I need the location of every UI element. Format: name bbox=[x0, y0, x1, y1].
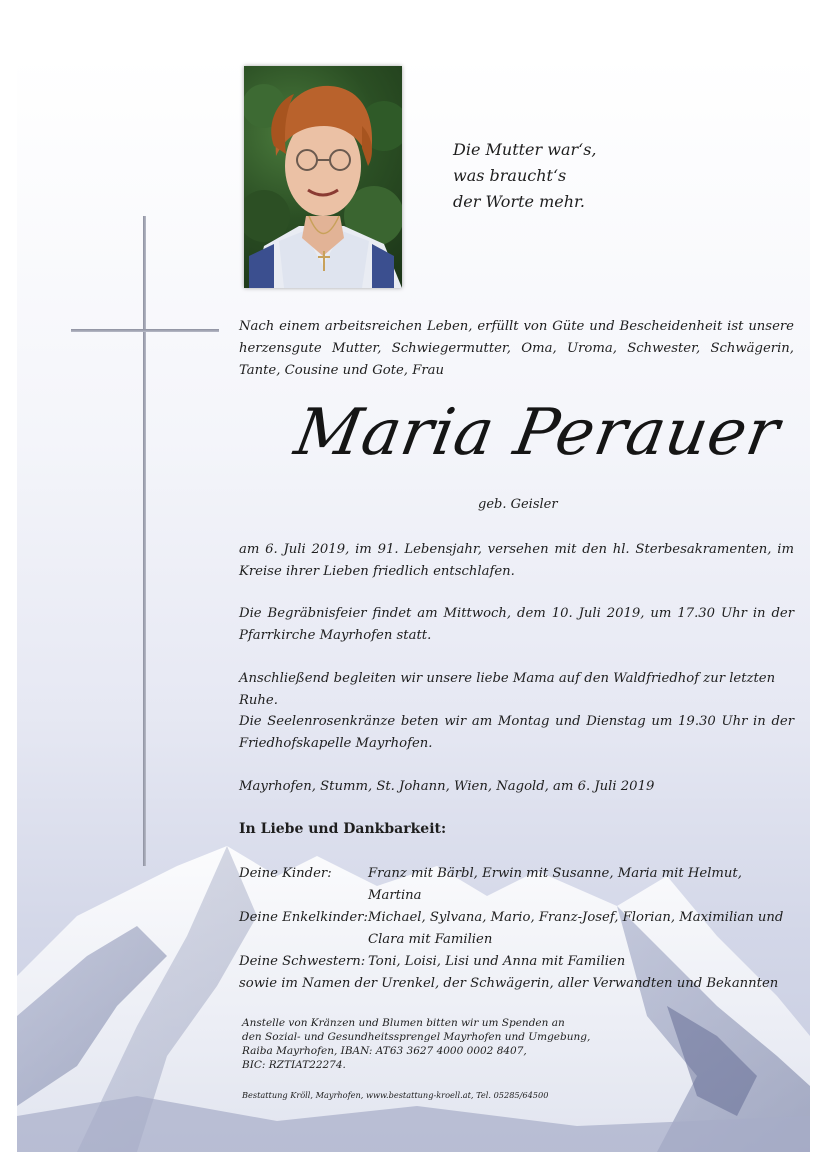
donation-line: Raiba Mayrhofen, IBAN: AT63 3627 4000 0002 8407, bbox=[242, 1045, 527, 1057]
cross-vertical-bar bbox=[143, 216, 146, 866]
paragraph-text: Die Begräbnisfeier findet am Mittwoch, dem 10. Juli 2019, um 17.30 Uhr in der Pfarrkirche Mayrhofen statt. bbox=[239, 606, 794, 643]
portrait-illustration bbox=[244, 66, 402, 288]
place-date-line bbox=[239, 776, 794, 798]
family-closing: sowie im Namen der Urenkel, der Schwägerin, aller Verwandten und Bekannten bbox=[239, 976, 779, 991]
quote-line: was braucht‘s bbox=[453, 166, 567, 185]
family-label: Deine Enkelkinder: bbox=[239, 910, 368, 925]
family-row bbox=[239, 951, 799, 973]
donation-note bbox=[242, 1016, 591, 1072]
donation-line: den Sozial- und Gesundheitssprengel Mayrhofen und Umgebung, bbox=[242, 1031, 591, 1043]
quote-line: Die Mutter war‘s, bbox=[453, 140, 597, 159]
funeral-paragraph bbox=[239, 603, 794, 647]
family-label: Deine Schwestern: bbox=[239, 954, 366, 969]
donation-line: BIC: RZTIAT22274. bbox=[242, 1059, 346, 1071]
quote-line: der Worte mehr. bbox=[453, 192, 585, 211]
family-row bbox=[239, 863, 799, 907]
paragraph-text: am 6. Juli 2019, im 91. Lebensjahr, versehen mit den hl. Sterbesakramenten, im Kreise ihrer Lieben friedlich entschlafen. bbox=[239, 542, 794, 579]
intro-paragraph bbox=[239, 316, 794, 382]
paragraph-text: Anschließend begleiten wir unsere liebe Mama auf den Waldfriedhof zur letzten Ruhe. bbox=[239, 671, 776, 708]
birth-name: geb. Geisler bbox=[478, 497, 558, 512]
love-line: In Liebe und Dankbarkeit: bbox=[239, 821, 447, 837]
funeral-home-footer: Bestattung Kröll, Mayrhofen, www.bestattung-kroell.at, Tel. 05285/64500 bbox=[242, 1090, 549, 1100]
quote bbox=[453, 137, 597, 215]
family-row bbox=[239, 907, 799, 951]
family-list bbox=[239, 863, 799, 995]
paragraph-text: Die Seelenrosenkränze beten wir am Montag und Dienstag um 19.30 Uhr in der Friedhofskapelle Mayrhofen. bbox=[239, 714, 794, 751]
cross-horizontal-bar bbox=[71, 329, 219, 332]
death-paragraph bbox=[239, 539, 794, 583]
deceased-name: Maria Perauer bbox=[289, 396, 786, 470]
family-value: Michael, Sylvana, Mario, Franz-Josef, Florian, Maximilian und Clara mit Familien bbox=[368, 910, 784, 947]
rosary-paragraph bbox=[239, 711, 794, 755]
donation-line: Anstelle von Kränzen und Blumen bitten wir um Spenden an bbox=[242, 1017, 565, 1029]
paragraph-text: Mayrhofen, Stumm, St. Johann, Wien, Nagold, am 6. Juli 2019 bbox=[239, 779, 655, 794]
family-value: Toni, Loisi, Lisi und Anna mit Familien bbox=[368, 954, 626, 969]
portrait-photo bbox=[244, 66, 402, 288]
family-value: Franz mit Bärbl, Erwin mit Susanne, Maria mit Helmut, Martina bbox=[368, 866, 742, 903]
family-label: Deine Kinder: bbox=[239, 866, 332, 881]
burial-paragraph bbox=[239, 668, 794, 712]
intro-text: Nach einem arbeitsreichen Leben, erfüllt von Güte und Bescheidenheit ist unsere herzensgute Mutter, Schwiegermutter, Oma, Uroma, Schwester, Schwägerin, Tante, Cousine und Gote, Frau bbox=[239, 319, 794, 378]
